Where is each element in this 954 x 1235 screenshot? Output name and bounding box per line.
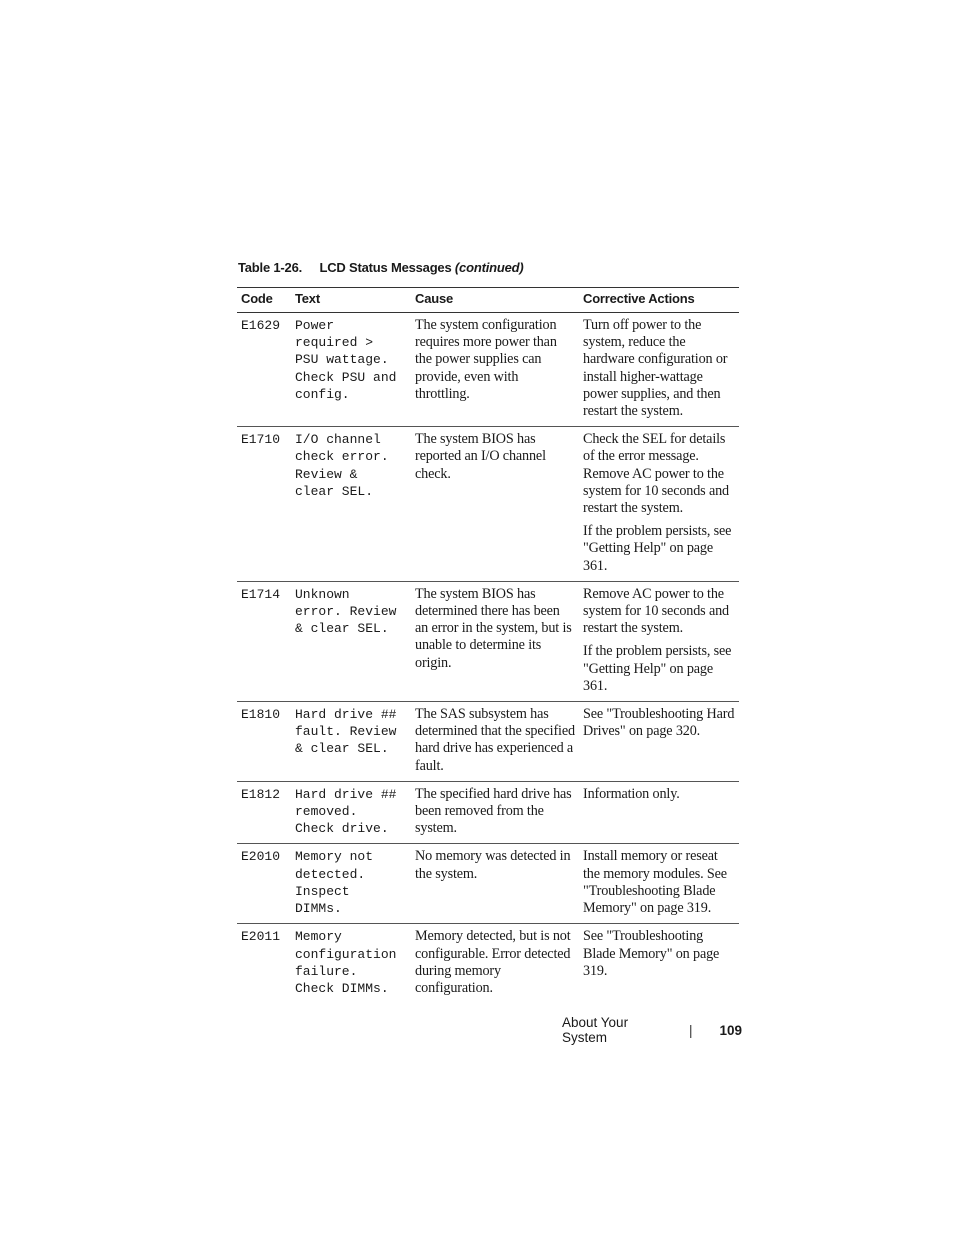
lcd-text-line: Check PSU and [295, 369, 397, 385]
cell-code: E1710 [237, 427, 291, 582]
cell-code: E1810 [237, 702, 291, 782]
lcd-text-line: DIMMs. [295, 901, 342, 917]
cell-lcd-text [291, 581, 411, 701]
cell-lcd-text [291, 427, 411, 582]
lcd-text-line: fault. Review [295, 724, 397, 740]
action-paragraph: If the problem persists, see "Getting Help" on page 361. [583, 643, 732, 694]
lcd-text-line: & clear SEL. [295, 741, 389, 757]
table-row [237, 427, 739, 582]
lcd-text-line: & clear SEL. [295, 621, 389, 637]
header-code: Code [237, 288, 291, 313]
cell-lcd-text [291, 924, 411, 1003]
lcd-text-line: configuration [295, 946, 397, 962]
lcd-status-table [237, 287, 739, 1003]
lcd-text-line: config. [295, 386, 350, 402]
table-caption [238, 260, 524, 275]
action-paragraph: If the problem persists, see "Getting Help" on page 361. [583, 523, 732, 574]
cell-corrective-actions [579, 781, 739, 844]
lcd-text-line: Check drive. [295, 821, 389, 837]
lcd-text-line: I/O channel [295, 432, 381, 448]
cell-code: E1714 [237, 581, 291, 701]
footer-section-title: About Your System [562, 1015, 629, 1045]
action-paragraph: See "Troubleshooting Blade Memory" on page 319. [583, 928, 720, 979]
cell-corrective-actions [579, 702, 739, 782]
cell-cause: The SAS subsystem has determined that the specified hard drive has experienced a fault. [411, 702, 579, 782]
lcd-text-line: Inspect [295, 883, 350, 899]
action-paragraph: Remove AC power to the system for 10 seconds and restart the system. [583, 585, 729, 637]
table-row [237, 924, 739, 1003]
table-row [237, 313, 739, 427]
cell-lcd-text [291, 844, 411, 924]
action-paragraph: Information only. [583, 785, 680, 802]
cell-corrective-actions [579, 844, 739, 924]
cell-cause: The system configuration requires more power than the power supplies can provide, even with throttling. [411, 313, 579, 427]
lcd-text-line: check error. [295, 449, 389, 465]
lcd-text-line: removed. [295, 804, 358, 820]
cell-cause: The system BIOS has determined there has been an error in the system, but is unable to determine its origin. [411, 581, 579, 701]
action-paragraph: Turn off power to the system, reduce the hardware configuration or install higher-wattage power supplies, and then restart the system. [583, 317, 728, 420]
cell-cause: Memory detected, but is not configurable. Error detected during memory configuration. [415, 928, 571, 996]
lcd-text-line: failure. [295, 963, 358, 979]
lcd-text-line: Unknown [295, 586, 350, 602]
cell-corrective-actions [579, 313, 739, 427]
lcd-text-line: Review & [295, 466, 358, 482]
lcd-text-line: Hard drive ## [295, 786, 397, 802]
action-paragraph: Check the SEL for details of the error message. Remove AC power to the system for 10 seconds and restart the system. [583, 431, 729, 517]
cell-cause: The system BIOS has reported an I/O channel check. [411, 427, 579, 582]
cell-code: E1812 [237, 781, 291, 844]
lcd-text-line: Memory not [295, 849, 374, 865]
table-title: LCD Status Messages [319, 260, 452, 275]
table-number: Table 1-26. [238, 260, 303, 275]
cell-corrective-actions [579, 924, 739, 1003]
lcd-text-line: detected. [295, 866, 366, 882]
cell-lcd-text [291, 702, 411, 782]
lcd-text-line: required > [295, 335, 374, 351]
cell-corrective-actions [579, 427, 739, 582]
table-row [237, 781, 739, 844]
lcd-text-line: Power [295, 318, 335, 333]
footer-separator: | [688, 1022, 693, 1038]
lcd-text-line: PSU wattage. [295, 352, 389, 368]
cell-cause: No memory was detected in the system. [411, 844, 579, 924]
page-footer [562, 1015, 742, 1045]
cell-lcd-text [291, 781, 411, 844]
table-continued-label: (continued) [454, 260, 524, 275]
lcd-text-line: error. Review [295, 604, 397, 620]
cell-code: E2010 [237, 844, 291, 924]
table-row [237, 844, 739, 924]
lcd-text-line: Memory [295, 929, 342, 945]
cell-cause: The specified hard drive has been removed from the system. [411, 781, 579, 844]
cell-code: E1629 [237, 313, 291, 427]
lcd-text-line: Hard drive ## [295, 707, 397, 723]
header-cause: Cause [411, 288, 579, 313]
table-row [237, 702, 739, 782]
lcd-text-line: clear SEL. [295, 483, 374, 499]
cell-lcd-text [291, 313, 411, 427]
table-body [237, 313, 739, 1004]
cell-code: E2011 [241, 929, 281, 945]
action-paragraph: Install memory or reseat the memory modules. See "Troubleshooting Blade Memory" on page 319. [583, 848, 727, 917]
page-number: 109 [719, 1022, 742, 1038]
cell-corrective-actions [579, 581, 739, 701]
action-paragraph: See "Troubleshooting Hard Drives" on page 320. [583, 706, 735, 740]
header-text: Text [291, 288, 411, 313]
table-header-row [237, 288, 739, 313]
header-corrective-actions: Corrective Actions [579, 288, 739, 313]
lcd-text-line: Check DIMMs. [295, 980, 389, 996]
table-row [237, 581, 739, 701]
